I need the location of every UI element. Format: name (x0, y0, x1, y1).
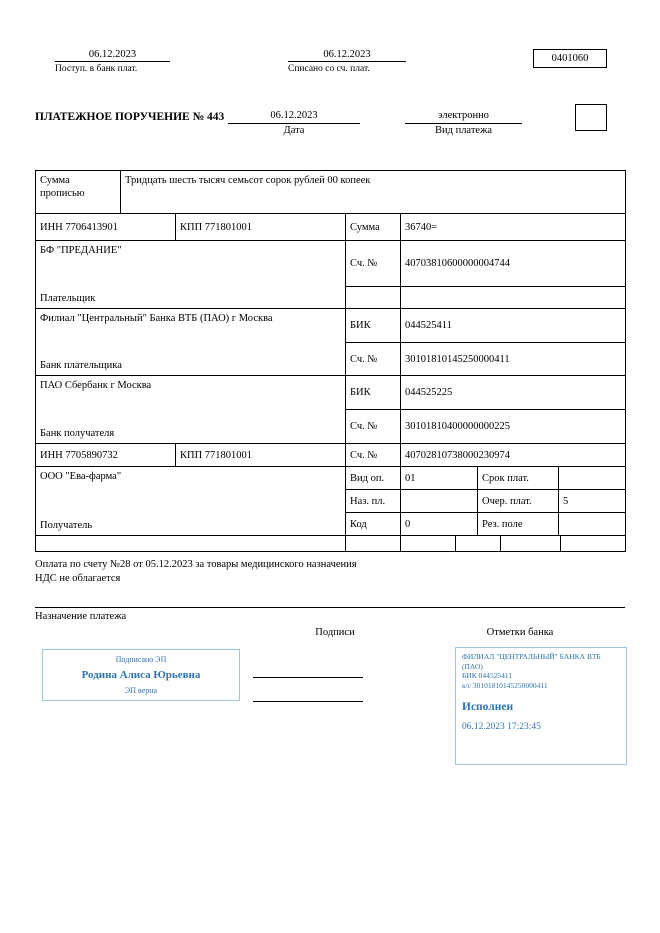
payer-bank-account: 30101810145250000411 (401, 343, 626, 376)
payee-name: ООО "Ева-фарма" (40, 471, 122, 482)
payment-table (35, 170, 626, 552)
payer-bank-account-label: Сч. № (346, 343, 401, 376)
doc-date-block (228, 110, 360, 136)
empty-cell (346, 287, 401, 309)
signature-line-2 (253, 701, 363, 702)
payer-bank-bik-label: БИК (346, 309, 401, 343)
payee-bank-account: 30101810400000000225 (401, 410, 626, 444)
empty-cell (456, 536, 501, 552)
payee-section (36, 467, 626, 536)
amount-words-label: Сумма прописью (36, 171, 121, 214)
debited-date: 06.12.2023 (288, 49, 406, 62)
payer-bank-section (36, 309, 626, 376)
form-code-box: 0401060 (533, 49, 607, 68)
stamp-corr-account: к/с 30101810145250000411 (462, 680, 548, 690)
payee-inn-row (36, 444, 626, 467)
purpose-label: Назначение платежа (35, 611, 127, 622)
payment-kind-block (405, 110, 522, 136)
payer-account: 40703810600000004744 (401, 241, 626, 287)
debited-label: Списано со сч. плат. (288, 64, 370, 74)
purpose-line2: НДС не облагается (35, 573, 121, 584)
empty-cell (401, 536, 456, 552)
priority-value: 5 (559, 490, 626, 513)
purpose-underline (35, 607, 625, 608)
document-title: ПЛАТЕЖНОЕ ПОРУЧЕНИЕ № 443 (35, 111, 225, 123)
payer-section (36, 241, 626, 309)
payee-bank-cell (36, 376, 346, 444)
payer-bank-bik: 044525411 (401, 309, 626, 343)
esign-signed-label: Подписано ЭП (115, 655, 167, 665)
amount-words-row (36, 171, 626, 214)
payment-kind-value: электронно (405, 110, 522, 124)
stamp-status: Исполнен (462, 701, 514, 713)
payer-name: БФ "ПРЕДАНИЕ" (40, 245, 122, 256)
amount-value: 36740= (401, 214, 626, 241)
purpose-text (35, 558, 600, 586)
stamp-bank-name: ФИЛИАЛ "ЦЕНТРАЛЬНЫЙ" БАНКА ВТБ (ПАО) (462, 652, 601, 671)
payer-bank-name: Филиал "Центральный" Банка ВТБ (ПАО) г Москва (40, 313, 273, 324)
payment-type-box (575, 104, 607, 131)
signature-line-1 (253, 677, 363, 678)
signatures-label: Подписи (315, 627, 355, 638)
doc-date-value: 06.12.2023 (228, 110, 360, 124)
received-date: 06.12.2023 (55, 49, 170, 62)
op-kind-value: 01 (401, 467, 478, 490)
purpose-code-value (401, 490, 478, 513)
empty-cell (346, 536, 401, 552)
payee-bank-label: Банк получателя (40, 428, 115, 439)
tax-fields-row (36, 536, 626, 552)
empty-cell (401, 287, 626, 309)
empty-cell (561, 536, 626, 552)
payee-label: Получатель (40, 520, 93, 531)
doc-date-label: Дата (283, 125, 305, 136)
payer-bank-label: Банк плательщика (40, 360, 122, 371)
esign-box (42, 649, 240, 701)
payee-inn: ИНН 7705890732 (36, 444, 176, 467)
amount-label: Сумма (346, 214, 401, 241)
payer-inn-row (36, 214, 626, 241)
payee-bank-bik: 044525225 (401, 376, 626, 410)
payer-kpp: КПП 771801001 (176, 214, 346, 241)
bank-stamp-box (455, 647, 627, 765)
purpose-line1: Оплата по счету №28 от 05.12.2023 за товары медицинского назначения (35, 559, 357, 570)
due-label: Срок плат. (478, 467, 559, 490)
payment-kind-label: Вид платежа (434, 125, 492, 136)
priority-label: Очер. плат. (478, 490, 559, 513)
payee-cell (36, 467, 346, 536)
payer-bank-cell (36, 309, 346, 376)
payee-bank-account-label: Сч. № (346, 410, 401, 444)
payee-bank-bik-label: БИК (346, 376, 401, 410)
code-value: 0 (401, 513, 478, 536)
stamp-datetime: 06.12.2023 17:23:45 (462, 722, 541, 732)
payee-kpp: КПП 771801001 (176, 444, 346, 467)
payee-account-label: Сч. № (346, 444, 401, 467)
empty-cell (36, 536, 346, 552)
due-value (559, 467, 626, 490)
payer-account-label: Сч. № (346, 241, 401, 287)
code-label: Код (346, 513, 401, 536)
received-block (55, 49, 170, 74)
payee-account: 40702810738000230974 (401, 444, 626, 467)
payee-bank-name: ПАО Сбербанк г Москва (40, 380, 152, 391)
reserve-value (559, 513, 626, 536)
debited-block (288, 49, 406, 74)
reserve-label: Рез. поле (478, 513, 559, 536)
amount-words-value: Тридцать шесть тысяч семьсот сорок рублей 00 копеек (121, 171, 626, 214)
payee-bank-section (36, 376, 626, 444)
esign-signer-name: Родина Алиса Юрьевна (81, 668, 201, 681)
payer-label: Плательщик (40, 293, 96, 304)
empty-cell (501, 536, 561, 552)
bank-marks-label: Отметки банка (486, 627, 554, 638)
received-label: Поступ. в банк плат. (55, 64, 138, 74)
stamp-bik: БИК 044525411 (462, 671, 513, 680)
purpose-code-label: Наз. пл. (346, 490, 401, 513)
op-kind-label: Вид оп. (346, 467, 401, 490)
payer-inn: ИНН 7706413901 (36, 214, 176, 241)
esign-valid-label: ЭП верна (124, 685, 158, 695)
payer-cell (36, 241, 346, 309)
